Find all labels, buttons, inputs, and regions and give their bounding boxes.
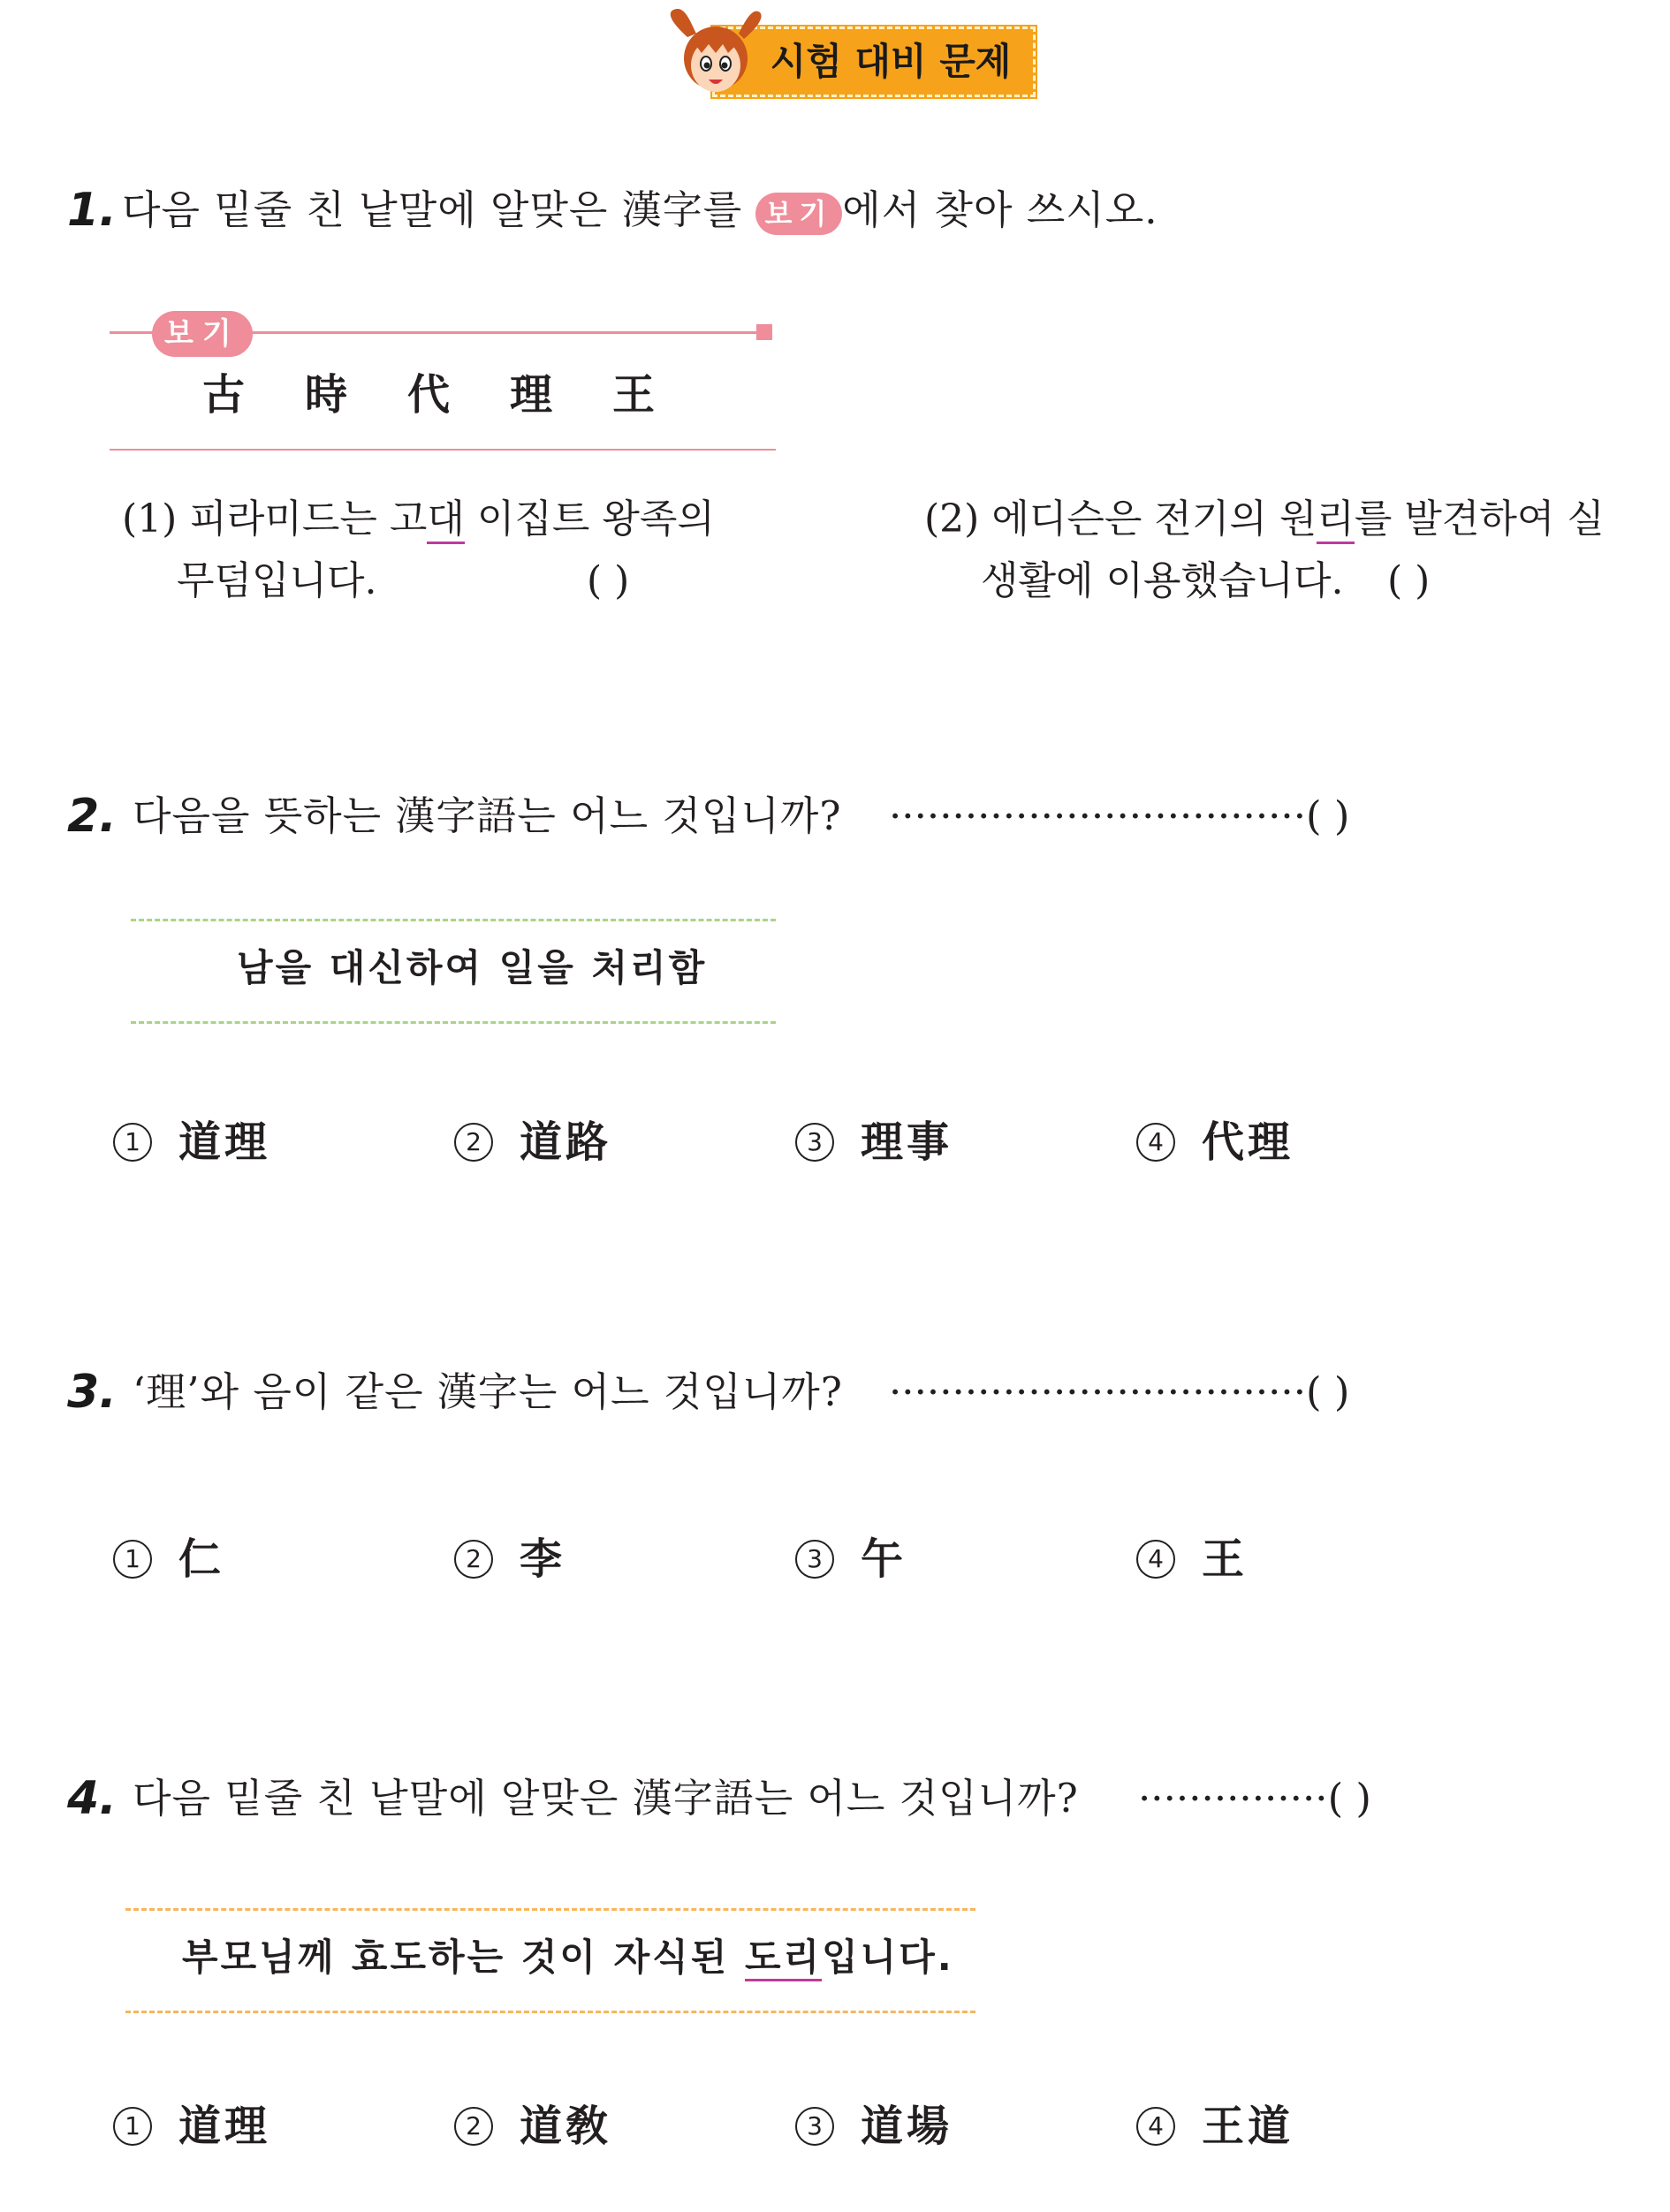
- option-number: 4: [1136, 1540, 1175, 1579]
- option-number: 1: [113, 1123, 152, 1162]
- question-2-option-2[interactable]: [454, 1111, 611, 1173]
- sentence-after: 입니다.: [822, 1936, 954, 1979]
- sub-question-1-number: (1): [122, 496, 178, 542]
- option-number: 1: [113, 2107, 152, 2146]
- question-3-prompt: ‘理’와 음이 같은 漢字는 어느 것입니까?: [133, 1368, 843, 1415]
- question-4-option-4[interactable]: [1136, 2095, 1294, 2157]
- question-2-number: 2.: [67, 790, 117, 843]
- sub-question-1-line-1: [122, 489, 715, 549]
- question-3-option-3[interactable]: [795, 1528, 907, 1590]
- question-2-option-4[interactable]: [1136, 1111, 1294, 1173]
- bogi-end-marker: [756, 324, 772, 340]
- option-number: 4: [1136, 2107, 1175, 2146]
- bogi-char: 王: [611, 370, 655, 420]
- sentence-top-rule: [125, 1908, 975, 1911]
- sub-question-2-line-1: [924, 489, 1605, 549]
- sub-question-1-text-before: 피라미드는 고: [189, 496, 428, 542]
- question-4-answer-blank[interactable]: ···············( ): [1138, 1775, 1371, 1822]
- sentence-before: 부모님께 효도하는 것이 자식된: [182, 1936, 745, 1979]
- question-2-definition: 남을 대신하여 일을 처리함: [237, 946, 708, 989]
- question-1-prompt-before: 다음 밑줄 친 낱말에 알맞은 漢字를: [122, 186, 756, 233]
- sub-question-1-text-after: 이집트 왕족의: [464, 496, 715, 542]
- option-number: 2: [454, 1540, 493, 1579]
- option-number: 3: [795, 2107, 834, 2146]
- sub-question-1-line-2: 무덤입니다.: [177, 558, 377, 603]
- question-4-option-3[interactable]: [795, 2095, 953, 2157]
- sub-question-2-text-before: 에디슨은 전기의 원: [991, 496, 1317, 542]
- option-number: 1: [113, 1540, 152, 1579]
- sub-question-1-underlined: 대: [427, 496, 465, 544]
- question-2-prompt: 다음을 뜻하는 漢字語는 어느 것입니까?: [133, 792, 842, 839]
- option-text: 李: [520, 1534, 566, 1584]
- bogi-char: 代: [406, 370, 450, 420]
- question-3-answer-blank[interactable]: ·································( ): [889, 1368, 1350, 1415]
- sub-question-1-answer-blank[interactable]: ( ): [587, 558, 630, 603]
- option-number: 4: [1136, 1123, 1175, 1162]
- option-text: 道場: [861, 2102, 953, 2151]
- option-text: 王: [1202, 1534, 1249, 1584]
- definition-top-rule: [131, 919, 776, 921]
- option-text: 午: [861, 1534, 907, 1584]
- sub-question-2-number: (2): [924, 496, 980, 542]
- question-4-option-2[interactable]: [454, 2095, 611, 2157]
- bogi-char: 理: [509, 370, 552, 420]
- sub-question-2-answer-blank[interactable]: ( ): [1387, 558, 1431, 603]
- question-4-prompt: 다음 밑줄 친 낱말에 알맞은 漢字語는 어느 것입니까?: [133, 1775, 1079, 1822]
- question-3-number: 3.: [67, 1366, 117, 1419]
- question-4-sentence: [182, 1931, 954, 1984]
- option-text: 道理: [178, 1117, 271, 1167]
- option-text: 道理: [178, 2102, 271, 2151]
- bogi-label: 보기: [152, 311, 253, 357]
- question-2-option-1[interactable]: [113, 1111, 270, 1173]
- sub-question-2-underlined: 리: [1317, 496, 1355, 544]
- definition-bottom-rule: [131, 1021, 776, 1024]
- bogi-inline-badge: 보기: [755, 193, 842, 235]
- question-4-number: 4.: [67, 1772, 117, 1825]
- question-3-option-2[interactable]: [454, 1528, 566, 1590]
- option-number: 2: [454, 1123, 493, 1162]
- option-number: 2: [454, 2107, 493, 2146]
- bogi-char: 古: [201, 370, 245, 420]
- question-2-answer-blank[interactable]: ·································( ): [889, 792, 1350, 839]
- page-title: 시험 대비 문제: [770, 40, 1012, 83]
- option-text: 仁: [178, 1534, 225, 1584]
- bogi-bottom-rule: [110, 449, 776, 451]
- girl-mascot-icon: [661, 4, 767, 101]
- option-text: 代理: [1202, 1117, 1294, 1167]
- option-number: 3: [795, 1123, 834, 1162]
- question-3-option-1[interactable]: [113, 1528, 224, 1590]
- option-text: 道路: [520, 1117, 612, 1167]
- sub-question-2-text-after: 를 발견하여 실: [1354, 496, 1605, 542]
- question-3-option-4[interactable]: [1136, 1528, 1248, 1590]
- header-banner: [661, 4, 1050, 101]
- question-1-prompt: [122, 184, 1158, 237]
- option-text: 理事: [861, 1117, 953, 1167]
- question-1-number: 1.: [67, 184, 117, 237]
- option-number: 3: [795, 1540, 834, 1579]
- question-4-option-1[interactable]: [113, 2095, 270, 2157]
- question-2-option-3[interactable]: [795, 1111, 953, 1173]
- option-text: 道敎: [520, 2102, 612, 2151]
- question-1-prompt-after: 에서 찾아 쓰시오.: [842, 186, 1158, 233]
- bogi-char: 時: [304, 370, 347, 420]
- sentence-bottom-rule: [125, 2011, 975, 2013]
- sentence-underlined: 도리: [745, 1936, 822, 1981]
- sub-question-2-line-2: 생활에 이용했습니다.: [981, 558, 1344, 603]
- option-text: 王道: [1202, 2102, 1294, 2151]
